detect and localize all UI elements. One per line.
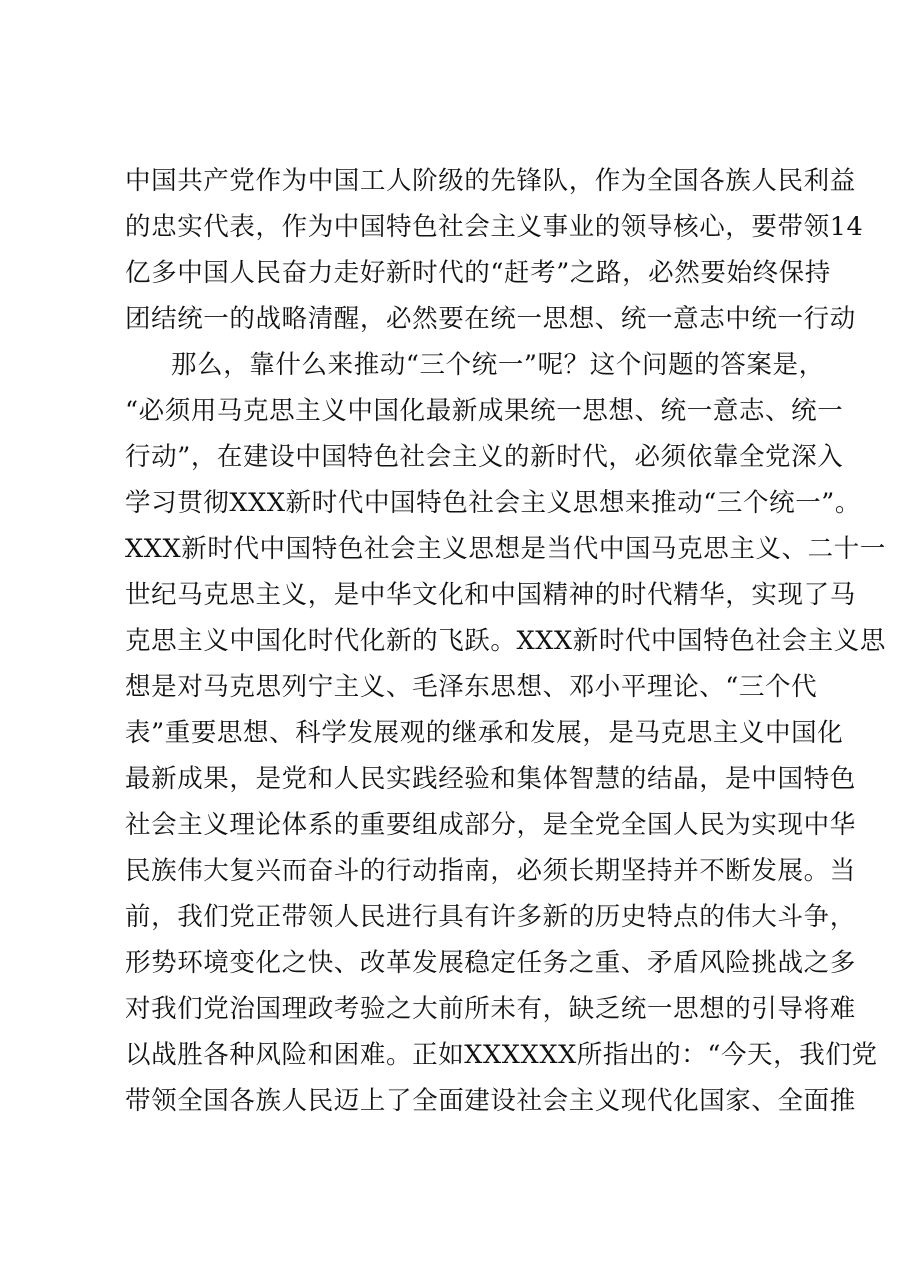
text-line: 形势环境变化之快、改革发展稳定任务之重、矛盾风险挑战之多 [125, 948, 856, 978]
text-line: 的忠实代表，作为中国特色社会主义事业的领导核心，要带领14 [125, 212, 864, 242]
text-line: 最新成果，是党和人民实践经验和集体智慧的结晶，是中国特色 [125, 764, 856, 794]
paragraph-first-line: 那么，靠什么来推动“三个统一”呢？这个问题的答案是， [171, 350, 825, 380]
text-line: “必须用马克思主义中国化最新成果统一思想、统一意志、统一 [125, 396, 844, 426]
text-line: 对我们党治国理政考验之大前所未有，缺乏统一思想的引导将难 [125, 994, 856, 1024]
text-line: 民族伟大复兴而奋斗的行动指南，必须长期坚持并不断发展。当 [125, 856, 856, 886]
text-line: 世纪马克思主义，是中华文化和中国精神的时代精华，实现了马 [125, 580, 856, 610]
text-line: 亿多中国人民奋力走好新时代的“赶考”之路，必然要始终保持 [125, 258, 831, 288]
text-line: 社会主义理论体系的重要组成部分，是全党全国人民为实现中华 [125, 810, 856, 840]
text-line: 团结统一的战略清醒，必然要在统一思想、统一意志中统一行动 [125, 304, 856, 334]
text-line: 克思主义中国化时代化新的飞跃。XXX新时代中国特色社会主义思 [125, 626, 886, 656]
text-line: 想是对马克思列宁主义、毛泽东思想、邓小平理论、“三个代 [125, 672, 818, 702]
text-line: 行动”，在建设中国特色社会主义的新时代，必须依靠全党深入 [125, 442, 844, 472]
text-line: 学习贯彻XXX新时代中国特色社会主义思想来推动“三个统一”。 [125, 488, 862, 518]
text-line: 中国共产党作为中国工人阶级的先锋队，作为全国各族人民利益 [125, 166, 856, 196]
text-line: 前，我们党正带领人民进行具有许多新的历史特点的伟大斗争， [125, 902, 856, 932]
text-line: 以战胜各种风险和困难。正如XXXXXX所指出的：“今天，我们党 [125, 1040, 878, 1070]
text-line: 表”重要思想、科学发展观的继承和发展，是马克思主义中国化 [125, 718, 844, 748]
text-line: 带领全国各族人民迈上了全面建设社会主义现代化国家、全面推 [125, 1086, 856, 1116]
text-line: XXX新时代中国特色社会主义思想是当代中国马克思主义、二十一 [125, 534, 886, 564]
document-body [125, 158, 886, 1124]
